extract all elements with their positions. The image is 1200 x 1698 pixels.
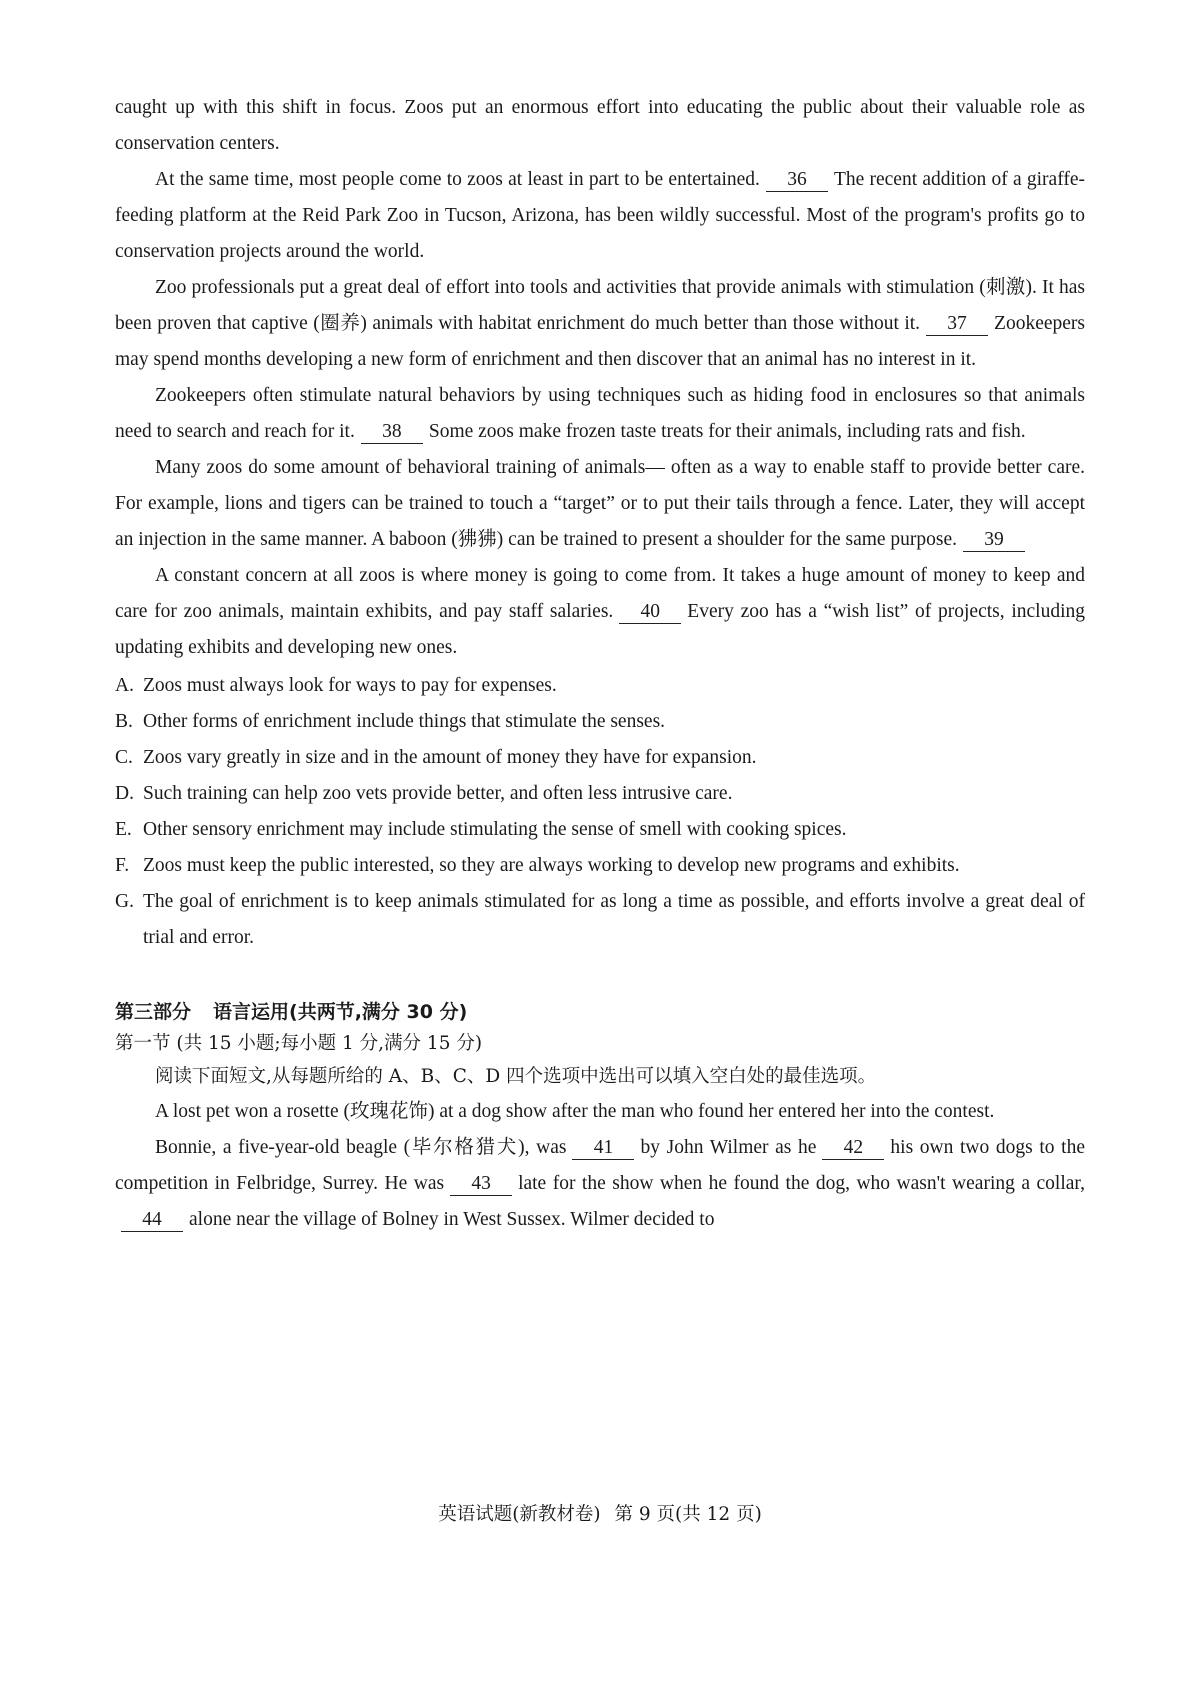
option-list <box>115 668 1085 956</box>
option-letter: A. <box>115 675 134 696</box>
paragraph-text: Zoo professionals put a great deal of effort into tools and activities that provide animals with stimulation (刺激). It has been proven that captive (圈养) animals with habitat enrichment do much better than those without it. <box>115 277 1085 334</box>
option-item <box>115 884 1085 956</box>
option-text: Zoos vary greatly in size and in the amount of money they have for expansion. <box>143 747 757 768</box>
page-footer <box>0 1500 1200 1526</box>
paragraph-text: alone near the village of Bolney in West Sussex. Wilmer decided to <box>189 1209 715 1230</box>
option-item <box>115 740 1085 776</box>
part-subtitle: 语言运用(共两节,满分 30 分) <box>213 1001 468 1023</box>
paragraph-text: by John Wilmer as he <box>640 1137 817 1158</box>
answer-blank-41: 41 <box>572 1137 634 1160</box>
option-text: Other sensory enrichment may include stimulating the sense of smell with cooking spices. <box>143 819 847 840</box>
option-text: Other forms of enrichment include things that stimulate the senses. <box>143 711 666 732</box>
option-letter: E. <box>115 819 132 840</box>
passage-paragraph-3 <box>115 270 1085 378</box>
answer-blank-42: 42 <box>822 1137 884 1160</box>
option-item <box>115 668 1085 704</box>
passage-paragraph-4 <box>115 378 1085 450</box>
passage-paragraph-6 <box>115 558 1085 666</box>
paragraph-text: late for the show when he found the dog, who wasn't wearing a collar, <box>518 1173 1085 1194</box>
footer-page-number: 第 9 页(共 12 页) <box>614 1504 762 1525</box>
cloze-paragraph-2 <box>115 1130 1085 1238</box>
passage-text <box>115 90 1085 1238</box>
option-item <box>115 812 1085 848</box>
paragraph-text: Zookeepers often stimulate natural behaviors by using techniques such as hiding food in enclosures so that animals need to search and reach for it. <box>115 385 1085 442</box>
cloze-paragraph-1: A lost pet won a rosette (玫瑰花饰) at a dog show after the man who found her entered her into the contest. <box>155 1101 995 1122</box>
paragraph-text: Every zoo has a “wish list” of projects, including updating exhibits and developing new ones. <box>115 601 1086 658</box>
paragraph-text: Some zoos make frozen taste treats for their animals, including rats and fish. <box>428 421 1026 442</box>
option-text: The goal of enrichment is to keep animals stimulated for as long a time as possible, and efforts involve a great deal of trial and error. <box>143 891 1085 948</box>
option-letter: B. <box>115 711 133 732</box>
answer-blank-39: 39 <box>963 529 1025 552</box>
option-letter: G. <box>115 891 134 912</box>
instruction-text: 阅读下面短文,从每题所给的 A、B、C、D 四个选项中选出可以填入空白处的最佳选项。 <box>155 1066 877 1087</box>
answer-blank-40: 40 <box>619 601 681 624</box>
paragraph-text: Zookeepers may spend months developing a new form of enrichment and then discover that an animal has no interest in it. <box>115 313 1085 370</box>
paragraph-text: A constant concern at all zoos is where money is going to come from. It takes a huge amount of money to keep and care for zoo animals, maintain exhibits, and pay staff salaries. <box>115 565 1085 622</box>
passage-paragraph-5 <box>115 450 1085 558</box>
option-text: Zoos must always look for ways to pay for expenses. <box>143 675 557 696</box>
option-letter: F. <box>115 855 130 876</box>
part-title: 第三部分 <box>115 1001 192 1023</box>
answer-blank-36: 36 <box>766 169 828 192</box>
paragraph-text: his own two dogs to the competition in Felbridge, Surrey. He was <box>115 1137 1085 1194</box>
answer-blank-37: 37 <box>926 313 988 336</box>
section-heading: 第一节 (共 15 小题;每小题 1 分,满分 15 分) <box>115 1033 483 1054</box>
option-text: Such training can help zoo vets provide better, and often less intrusive care. <box>143 783 733 804</box>
paragraph-text: Bonnie, a five-year-old beagle (毕尔格猎犬), was <box>155 1137 567 1158</box>
passage-paragraph-1: caught up with this shift in focus. Zoos put an enormous effort into educating the public about their valuable role as conservation centers. <box>115 97 1085 154</box>
answer-blank-43: 43 <box>450 1173 512 1196</box>
answer-blank-44: 44 <box>121 1209 183 1232</box>
part-heading <box>115 996 1085 1028</box>
option-text: Zoos must keep the public interested, so they are always working to develop new programs and exhibits. <box>143 855 960 876</box>
paragraph-text: At the same time, most people come to zoos at least in part to be entertained. <box>155 169 760 190</box>
option-item <box>115 848 1085 884</box>
option-item <box>115 704 1085 740</box>
option-letter: C. <box>115 747 133 768</box>
passage-paragraph-2 <box>115 162 1085 270</box>
footer-title: 英语试题(新教材卷) <box>438 1504 601 1525</box>
paragraph-text: Many zoos do some amount of behavioral training of animals— often as a way to enable staff to provide better care. For example, lions and tigers can be trained to touch a “target” or to put their tails through a fence. Later, they will accept an injection in the same manner. A baboon (狒狒) can be trained to present a shoulder for the same purpose. <box>115 457 1085 550</box>
option-letter: D. <box>115 783 134 804</box>
answer-blank-38: 38 <box>361 421 423 444</box>
paragraph-text: The recent addition of a giraffe-feeding platform at the Reid Park Zoo in Tucson, Arizona, has been wildly successful. Most of the program's profits go to conservation projects around the world. <box>115 169 1085 262</box>
option-item <box>115 776 1085 812</box>
